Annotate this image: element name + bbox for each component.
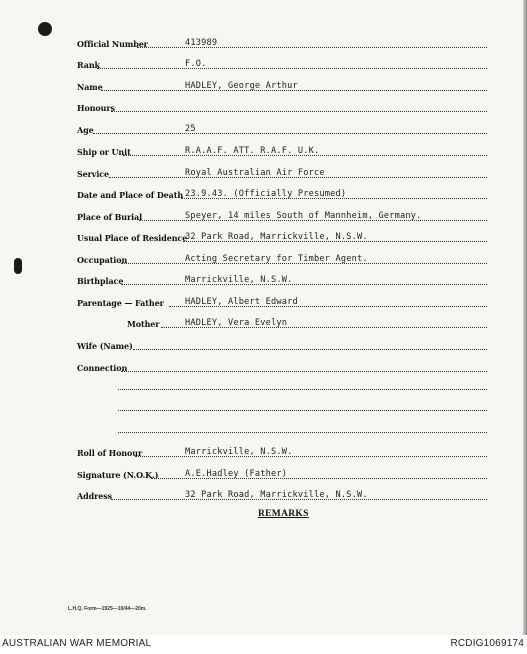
label-honours: Honours [77,103,115,113]
label-rank: Rank [77,60,100,70]
footer-record-id: RCDIG1069174 [450,638,524,649]
value-name: HADLEY, George Arthur [185,81,298,91]
value-official-number: 413989 [185,38,218,48]
connection-line-1 [118,389,487,390]
field-roll-of-honour [77,444,487,460]
value-roll-of-honour: Marrickville, N.S.W. [185,447,293,457]
field-official-number [77,35,487,51]
connection-line-3 [118,432,487,433]
value-birthplace: Marrickville, N.S.W. [185,275,293,285]
label-address: Address [77,491,113,501]
field-rank [77,56,487,72]
label-mother: Mother [127,319,160,329]
label-usual-residence: Usual Place of Residence [77,233,188,243]
value-service: Royal Australian Air Force [185,168,325,178]
label-service: Service [77,169,110,179]
field-service [77,165,487,181]
form-print-code: L.H.Q. Form—1925—10/44—20m. [68,606,147,612]
field-birthplace [77,272,487,288]
label-birthplace: Birthplace [77,276,124,286]
field-occupation [77,251,487,267]
label-date-place-death: Date and Place of Death [77,190,184,200]
label-occupation: Occupation [77,255,128,265]
value-usual-residence: 32 Park Road, Marrickville, N.S.W. [185,232,368,242]
field-signature-nok [77,466,487,482]
field-wife [77,337,487,353]
value-age: 25 [185,124,196,134]
label-signature-nok: Signature (N.O.K.) [77,470,159,480]
label-place-of-burial: Place of Burial [77,212,143,222]
value-address: 32 Park Road, Marrickville, N.S.W. [185,490,368,500]
field-address [77,487,487,503]
remarks-heading: REMARKS [258,509,309,519]
field-usual-residence [77,229,487,245]
value-mother: HADLEY, Vera Evelyn [185,318,288,328]
value-parentage-father: HADLEY, Albert Edward [185,297,298,307]
label-age: Age [77,125,94,135]
scan-edge [523,0,527,635]
label-wife: Wife (Name) [77,341,133,351]
value-signature-nok: A.E.Hadley (Father) [185,469,288,479]
field-age [77,121,487,137]
punch-hole-top [38,22,52,36]
label-official-number: Official Number [77,39,148,49]
label-ship-or-unit: Ship or Unit [77,147,131,157]
label-roll-of-honour: Roll of Honour [77,448,143,458]
field-date-place-death [77,186,487,202]
value-date-place-death: 23.9.43. (Officially Presumed) [185,189,347,199]
label-parentage-father: Parentage — Father [77,298,164,308]
value-place-of-burial: Speyer, 14 miles South of Mannheim, Germany. [185,211,422,221]
connection-line-2 [118,410,487,411]
field-honours [77,99,487,115]
field-mother [77,315,487,331]
value-ship-or-unit: R.A.A.F. ATT. R.A.F. U.K. [185,146,320,156]
label-name: Name [77,82,103,92]
punch-hole-middle [14,258,22,274]
field-ship-or-unit [77,143,487,159]
footer-credit: AUSTRALIAN WAR MEMORIAL [2,638,152,649]
field-connection [77,359,487,375]
field-parentage-father [77,294,487,310]
field-place-of-burial [77,208,487,224]
field-name [77,78,487,94]
value-rank: F.O. [185,59,207,69]
value-occupation: Acting Secretary for Timber Agent. [185,254,368,264]
label-connection: Connection [77,363,128,373]
